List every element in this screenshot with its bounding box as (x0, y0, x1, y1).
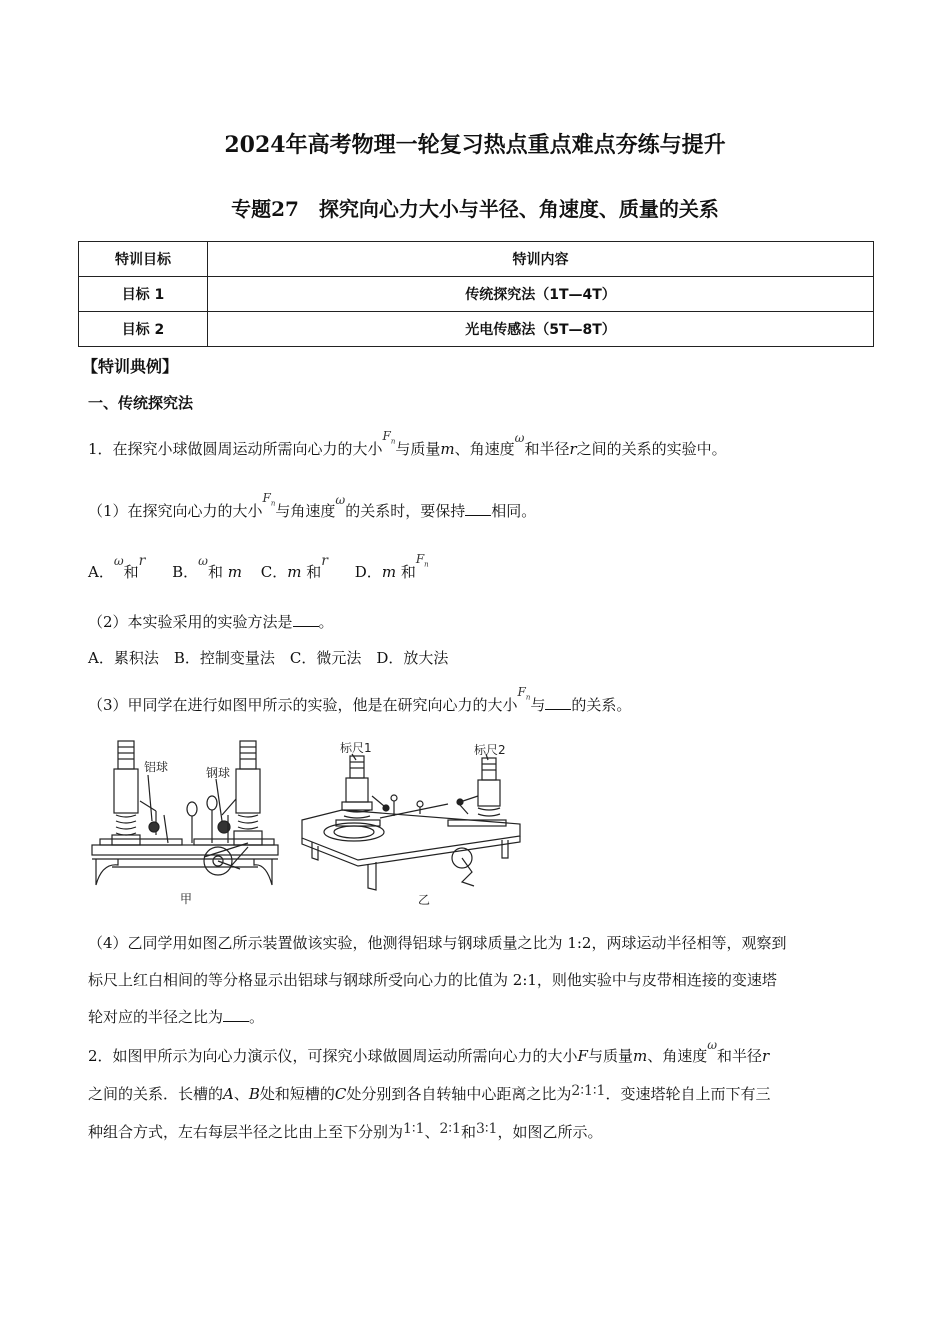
label-aluminum: 铝球 (144, 760, 169, 774)
q1-part2-options: A．累积法 B．控制变量法 C．微元法 D．放大法 (88, 649, 449, 667)
section-heading: 【特训典例】 (82, 357, 179, 376)
document-title: 2024年高考物理一轮复习热点重点难点夯练与提升 (224, 132, 726, 158)
label-yi: 乙 (418, 893, 431, 907)
label-ruler2: 标尺2 (474, 743, 506, 757)
document-subtitle: 专题27 探究向心力大小与半径、角速度、质量的关系 (231, 197, 719, 221)
goals-table (78, 241, 874, 347)
figure-yi (298, 740, 528, 910)
force-symbol: Fn (262, 491, 276, 508)
q1-part2: （2）本实验采用的实验方法是 。 (88, 613, 334, 631)
table-cell: 光电传感法（5T—8T） (208, 312, 874, 347)
answer-blank[interactable] (223, 1007, 249, 1022)
q1-part1: （1）在探究向心力的大小$^{F_n}$与角速度$^\omega$的关系时，要保持 相同。 (88, 491, 537, 520)
q1-stem: 1．在探究小球做圆周运动所需向心力的大小$^{F_n}$与质量m、角速度$^\omega$和半径r之间的关系的实验中。 (88, 429, 727, 458)
table-cell: 目标 2 (79, 312, 208, 347)
figure-jia (88, 735, 284, 910)
table-cell: 目标 1 (79, 277, 208, 312)
label-jia: 甲 (180, 892, 193, 906)
table-header-row (79, 242, 874, 277)
force-symbol: Fn (382, 429, 396, 446)
answer-blank[interactable] (545, 695, 571, 710)
force-symbol: Fn (415, 552, 429, 569)
table-header-cell: 特训目标 (79, 242, 208, 277)
omega-symbol: ω (335, 493, 346, 507)
q1-part4: （4）乙同学用如图乙所示装置做该实验，他测得铝球与钢球质量之比为 1:2，两球运动半径相等，观察到 标尺上红白相间的等分格显示出铝球与钢球所受向心力的比值为 2:1，则他实验中与皮带相连接的变速塔 轮对应的半径之比为 。 (88, 934, 787, 1026)
table-row (79, 312, 874, 347)
q1-part3: （3）甲同学在进行如图甲所示的实验，他是在研究向心力的大小$^{F_n}$与 的关系。 (88, 685, 632, 714)
force-symbol: Fn (517, 685, 531, 702)
table-cell: 传统探究法（1T—4T） (208, 277, 874, 312)
omega-symbol: ω (707, 1038, 718, 1052)
q1-part1-options: A．$^\omega$和r B．$^\omega$和 m C．m 和r D．m 和$^{F_n}$ (88, 552, 429, 581)
table-header-cell: 特训内容 (208, 242, 874, 277)
answer-blank[interactable] (293, 612, 319, 627)
label-ruler1: 标尺1 (340, 741, 372, 755)
omega-symbol: ω (514, 431, 525, 445)
table-row (79, 277, 874, 312)
answer-blank[interactable] (465, 501, 491, 516)
label-steel: 钢球 (206, 766, 231, 780)
q2-stem: 2．如图甲所示为向心力演示仪，可探究小球做圆周运动所需向心力的大小F与质量m、角速度$^\omega$和半径r 之间的关系．长槽的A、B处和短槽的C处分别到各自转轴中心距离之比为2∶1∶1．变速塔轮自上而下有三 种组合方式，左右每层半径之比由上至下分别为1∶1、2∶1和3∶1，如图乙所示。 (88, 1038, 771, 1141)
part1-heading: 一、传统探究法 (88, 394, 194, 412)
